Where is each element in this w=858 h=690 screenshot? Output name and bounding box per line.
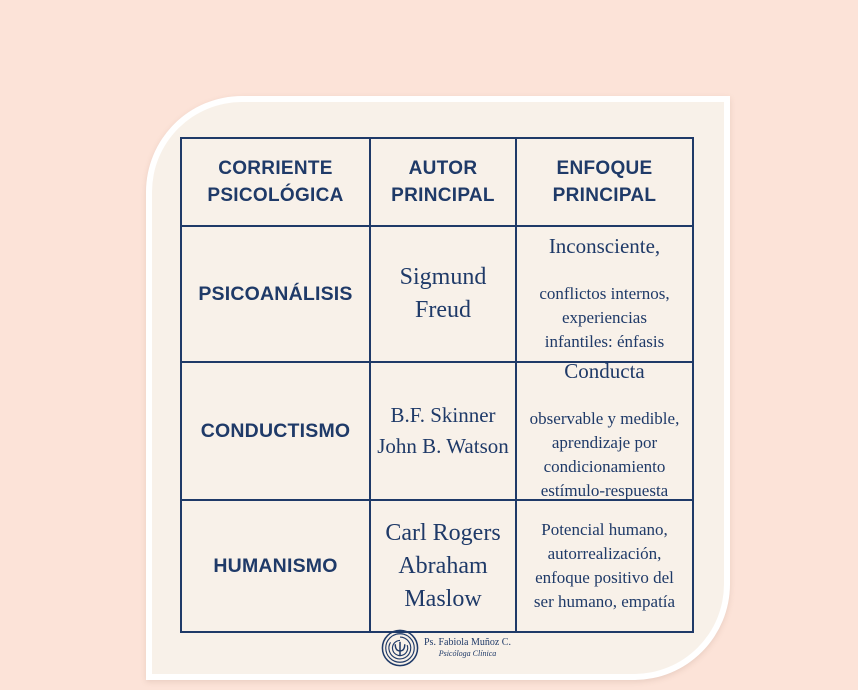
header-corriente: CORRIENTE PSICOLÓGICA	[182, 139, 371, 227]
psychology-comparison-table	[180, 137, 694, 633]
row-name-humanismo: HUMANISMO	[182, 501, 371, 631]
row-name-conductismo: CONDUCTISMO	[182, 363, 371, 501]
row-focus-body: observable y medible, aprendizaje por condicionamiento estímulo-respuesta	[529, 409, 680, 500]
row-author-humanismo: Carl Rogers Abraham Maslow	[371, 501, 517, 631]
footer-signature	[381, 628, 511, 668]
row-focus-conductismo	[517, 359, 692, 501]
signature-text	[424, 637, 511, 659]
row-author-conductismo: B.F. Skinner John B. Watson	[371, 363, 517, 501]
row-focus-humanismo	[517, 501, 692, 631]
psi-labyrinth-logo-icon	[381, 629, 419, 667]
header-autor: AUTOR PRINCIPAL	[371, 139, 517, 227]
signature-role: Psicóloga Clínica	[438, 649, 497, 658]
row-focus-body: Potencial humano, autorrealización, enfoque positivo del ser humano, empatía	[533, 520, 676, 611]
signature-name: Ps. Fabiola Muñoz C.	[424, 637, 511, 648]
row-focus-body: conflictos internos, experiencias infantiles: énfasis	[539, 284, 670, 351]
row-focus-lead: Inconsciente,	[548, 234, 661, 258]
row-author-psicoanalisis: Sigmund Freud	[371, 227, 517, 363]
row-name-psicoanalisis: PSICOANÁLISIS	[182, 227, 371, 363]
row-focus-lead: Conducta	[564, 359, 645, 383]
header-enfoque: ENFOQUE PRINCIPAL	[517, 139, 692, 227]
